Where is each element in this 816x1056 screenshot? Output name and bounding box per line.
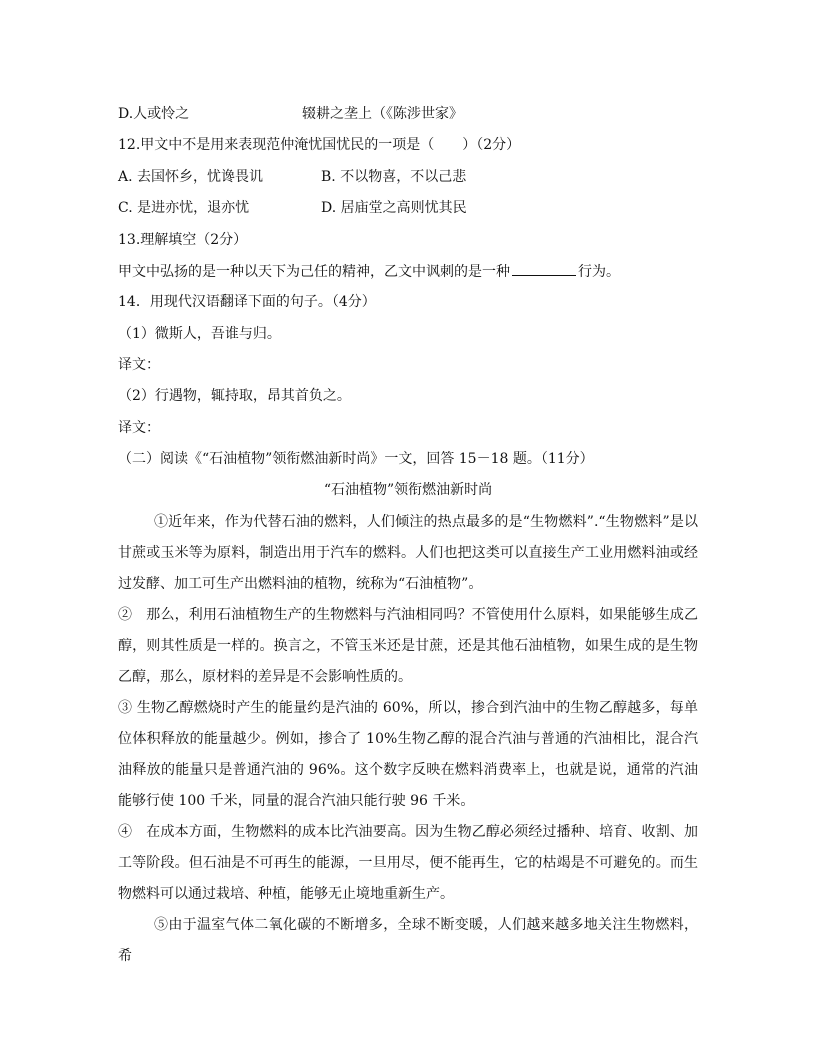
q11-option-d-right: 辍耕之垄上（《陈涉世家》 xyxy=(302,106,463,122)
article-title: “石油植物”领衔燃油新时尚 xyxy=(323,482,493,498)
q13-sentence xyxy=(118,261,620,282)
q11-option-d xyxy=(118,104,463,124)
q14-sentence-2: （2）行遇物，辄持取，昂其首负之。 xyxy=(118,388,351,404)
paragraph-5: ⑤由于温室气体二氧化碳的不断增多，全球不断变暖，人们越来越多地关注生物燃料，希 xyxy=(118,917,698,964)
paragraph-2: ② 那么，利用石油植物生产的生物燃料与汽油相同吗？不管使用什么原料，如果能够生成乙醇，则其性质是一样的。换言之，不管玉米还是甘蔗，还是其他石油植物，如果生成的是生物乙醇，那么，原材料的差异是不会影响性质的。 xyxy=(118,607,698,685)
paragraph-3: ③ 生物乙醇燃烧时产生的能量约是汽油的 60%，所以，掺合到汽油中的生物乙醇越多，每单位体积释放的能量越少。例如，掺合了 10%生物乙醇的混合汽油与普通的汽油相比，混合汽油释放的能量只是普通汽油的 96%。这个数字反映在燃料消费率上，也就是说，通常的汽油能够行使 100 千米，同量的混合汽油只能行驶 96 千米。 xyxy=(118,700,698,809)
q12-option-a: A. 去国怀乡，忧谗畏讥 xyxy=(118,169,264,185)
q11-option-d-left: D.人或怜之 xyxy=(118,106,190,122)
section2-heading: （二）阅读《“石油植物”领衔燃油新时尚》一文，回答 15－18 题。（11分） xyxy=(118,451,594,467)
q12-stem: 12.甲文中不是用来表现范仲淹忧国忧民的一项是（ ）（2分） xyxy=(118,137,521,153)
q12-option-c: C. 是进亦忧，退亦忧 xyxy=(118,200,250,216)
paragraph-1: ①近年来，作为代替石油的燃料，人们倾注的热点最多的是“生物燃料”.“生物燃料”是以甘蔗或玉米等为原料，制造出用于汽车的燃料。人们也把这类可以直接生产工业用燃料油或经过发酵、加工可生产出燃料油的植物，统称为“石油植物”。 xyxy=(118,514,698,592)
q12-options-row-1 xyxy=(118,167,467,187)
q13-answer-blank[interactable] xyxy=(512,261,576,276)
q12-option-b: B. 不以物喜，不以己悲 xyxy=(321,169,467,185)
paragraph-4: ④ 在成本方面，生物燃料的成本比汽油要高。因为生物乙醇必须经过播种、培育、收割、加工等阶段。但石油是不可再生的能源，一旦用尽，便不能再生，它的枯竭是不可避免的。而生物燃料可以通过栽培、种植，能够无止境地重新生产。 xyxy=(118,824,698,902)
q13-stem: 13.理解填空（2分） xyxy=(118,232,248,248)
q12-options-row-2 xyxy=(118,198,467,218)
q14-stem: 14．用现代汉语翻译下面的句子。（4分） xyxy=(118,294,376,310)
q13-sentence-after: 行为。 xyxy=(578,264,620,280)
q14-translation-2[interactable]: 译文： xyxy=(118,420,160,436)
q13-sentence-before: 甲文中弘扬的是一种以天下为己任的精神，乙文中讽刺的是一种 xyxy=(118,264,510,280)
q14-translation-1[interactable]: 译文： xyxy=(118,357,160,373)
q12-option-d: D. 居庙堂之高则忧其民 xyxy=(321,200,467,216)
q14-sentence-1: （1）微斯人，吾谁与归。 xyxy=(118,326,281,342)
